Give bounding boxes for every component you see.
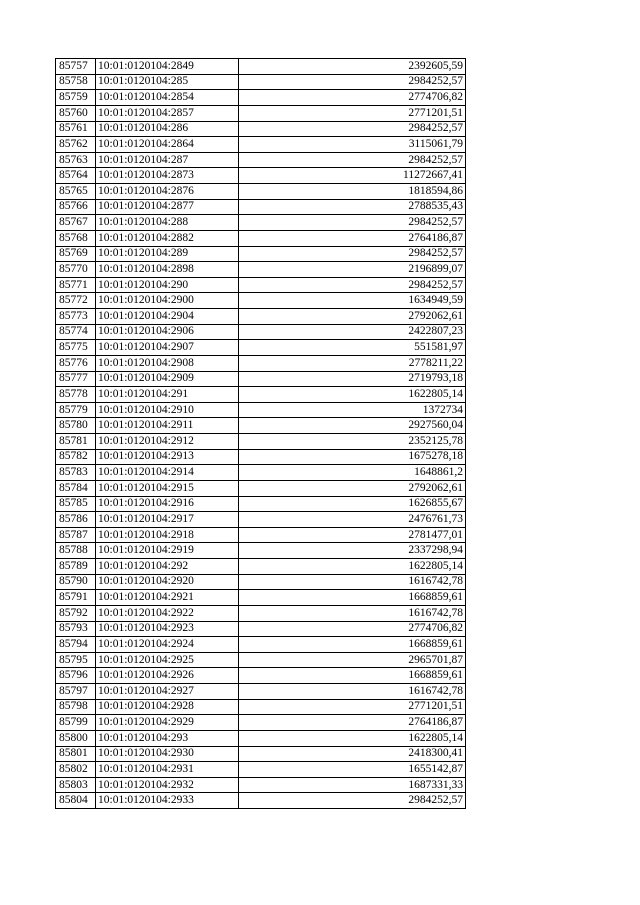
value-cell: 2352125,78 xyxy=(239,434,466,450)
table-row xyxy=(56,105,466,121)
cadastral-number-cell: 10:01:0120104:287 xyxy=(96,152,239,168)
value-cell: 2984252,57 xyxy=(239,277,466,293)
table-row xyxy=(56,637,466,653)
row-number-cell: 85768 xyxy=(56,230,96,246)
value-cell: 1372734 xyxy=(239,402,466,418)
table-row xyxy=(56,418,466,434)
table-row xyxy=(56,652,466,668)
table-row xyxy=(56,762,466,778)
row-number-cell: 85796 xyxy=(56,668,96,684)
row-number-cell: 85787 xyxy=(56,527,96,543)
row-number-cell: 85776 xyxy=(56,355,96,371)
row-number-cell: 85784 xyxy=(56,480,96,496)
value-cell: 2422807,23 xyxy=(239,324,466,340)
cadastral-number-cell: 10:01:0120104:2912 xyxy=(96,434,239,450)
value-cell: 1687331,33 xyxy=(239,777,466,793)
value-cell: 1622805,14 xyxy=(239,559,466,575)
value-cell: 1626855,67 xyxy=(239,496,466,512)
value-cell: 1616742,78 xyxy=(239,605,466,621)
row-number-cell: 85771 xyxy=(56,277,96,293)
value-cell: 2418300,41 xyxy=(239,746,466,762)
cadastral-number-cell: 10:01:0120104:2919 xyxy=(96,543,239,559)
row-number-cell: 85790 xyxy=(56,574,96,590)
value-cell: 2771201,51 xyxy=(239,699,466,715)
row-number-cell: 85791 xyxy=(56,590,96,606)
table-row xyxy=(56,59,466,75)
table-row xyxy=(56,152,466,168)
table-row xyxy=(56,496,466,512)
table-row xyxy=(56,543,466,559)
cadastral-number-cell: 10:01:0120104:2916 xyxy=(96,496,239,512)
value-cell: 2984252,57 xyxy=(239,74,466,90)
table-row xyxy=(56,512,466,528)
value-cell: 2984252,57 xyxy=(239,793,466,809)
table-row xyxy=(56,465,466,481)
value-cell: 3115061,79 xyxy=(239,137,466,153)
table-row xyxy=(56,355,466,371)
cadastral-number-cell: 10:01:0120104:2882 xyxy=(96,230,239,246)
table-row xyxy=(56,246,466,262)
cadastral-number-cell: 10:01:0120104:2921 xyxy=(96,590,239,606)
value-cell: 1622805,14 xyxy=(239,387,466,403)
cadastral-number-cell: 10:01:0120104:2932 xyxy=(96,777,239,793)
table-row xyxy=(56,277,466,293)
table-row xyxy=(56,574,466,590)
row-number-cell: 85770 xyxy=(56,262,96,278)
cadastral-number-cell: 10:01:0120104:2914 xyxy=(96,465,239,481)
table-row xyxy=(56,230,466,246)
cadastral-number-cell: 10:01:0120104:292 xyxy=(96,559,239,575)
value-cell: 2476761,73 xyxy=(239,512,466,528)
cadastral-number-cell: 10:01:0120104:2907 xyxy=(96,340,239,356)
row-number-cell: 85783 xyxy=(56,465,96,481)
value-cell: 11272667,41 xyxy=(239,168,466,184)
cadastral-number-cell: 10:01:0120104:2849 xyxy=(96,59,239,75)
table-row xyxy=(56,684,466,700)
table-row xyxy=(56,621,466,637)
cadastral-number-cell: 10:01:0120104:2904 xyxy=(96,309,239,325)
cadastral-number-cell: 10:01:0120104:2877 xyxy=(96,199,239,215)
table-row xyxy=(56,434,466,450)
value-cell: 1616742,78 xyxy=(239,684,466,700)
table-row xyxy=(56,402,466,418)
row-number-cell: 85764 xyxy=(56,168,96,184)
row-number-cell: 85767 xyxy=(56,215,96,231)
table-row xyxy=(56,746,466,762)
table-row xyxy=(56,715,466,731)
row-number-cell: 85801 xyxy=(56,746,96,762)
row-number-cell: 85761 xyxy=(56,121,96,137)
table-row xyxy=(56,199,466,215)
value-cell: 1668859,61 xyxy=(239,590,466,606)
row-number-cell: 85757 xyxy=(56,59,96,75)
row-number-cell: 85765 xyxy=(56,184,96,200)
value-cell: 551581,97 xyxy=(239,340,466,356)
row-number-cell: 85793 xyxy=(56,621,96,637)
cadastral-number-cell: 10:01:0120104:2864 xyxy=(96,137,239,153)
row-number-cell: 85758 xyxy=(56,74,96,90)
cadastral-number-cell: 10:01:0120104:2873 xyxy=(96,168,239,184)
table-row xyxy=(56,293,466,309)
cadastral-number-cell: 10:01:0120104:288 xyxy=(96,215,239,231)
cadastral-number-cell: 10:01:0120104:2925 xyxy=(96,652,239,668)
value-cell: 2764186,87 xyxy=(239,715,466,731)
row-number-cell: 85792 xyxy=(56,605,96,621)
cadastral-number-cell: 10:01:0120104:2918 xyxy=(96,527,239,543)
cadastral-number-cell: 10:01:0120104:2906 xyxy=(96,324,239,340)
row-number-cell: 85778 xyxy=(56,387,96,403)
value-cell: 2392605,59 xyxy=(239,59,466,75)
table-row xyxy=(56,527,466,543)
table-row xyxy=(56,793,466,809)
value-cell: 1668859,61 xyxy=(239,637,466,653)
cadastral-number-cell: 10:01:0120104:291 xyxy=(96,387,239,403)
row-number-cell: 85782 xyxy=(56,449,96,465)
row-number-cell: 85789 xyxy=(56,559,96,575)
row-number-cell: 85773 xyxy=(56,309,96,325)
cadastral-number-cell: 10:01:0120104:2920 xyxy=(96,574,239,590)
table-row xyxy=(56,699,466,715)
cadastral-number-cell: 10:01:0120104:2928 xyxy=(96,699,239,715)
cadastral-number-cell: 10:01:0120104:2913 xyxy=(96,449,239,465)
value-cell: 2788535,43 xyxy=(239,199,466,215)
row-number-cell: 85775 xyxy=(56,340,96,356)
value-cell: 1655142,87 xyxy=(239,762,466,778)
table-row xyxy=(56,121,466,137)
row-number-cell: 85804 xyxy=(56,793,96,809)
cadastral-number-cell: 10:01:0120104:2909 xyxy=(96,371,239,387)
row-number-cell: 85779 xyxy=(56,402,96,418)
row-number-cell: 85772 xyxy=(56,293,96,309)
cadastral-number-cell: 10:01:0120104:2917 xyxy=(96,512,239,528)
table-row xyxy=(56,730,466,746)
cadastral-number-cell: 10:01:0120104:2854 xyxy=(96,90,239,106)
row-number-cell: 85788 xyxy=(56,543,96,559)
value-cell: 2984252,57 xyxy=(239,246,466,262)
row-number-cell: 85766 xyxy=(56,199,96,215)
row-number-cell: 85800 xyxy=(56,730,96,746)
cadastral-number-cell: 10:01:0120104:2876 xyxy=(96,184,239,200)
cadastral-number-cell: 10:01:0120104:2911 xyxy=(96,418,239,434)
table-row xyxy=(56,371,466,387)
table-row xyxy=(56,324,466,340)
value-cell: 2196899,07 xyxy=(239,262,466,278)
cadastral-number-cell: 10:01:0120104:2930 xyxy=(96,746,239,762)
table-row xyxy=(56,215,466,231)
value-cell: 2792062,61 xyxy=(239,480,466,496)
value-cell: 2927560,04 xyxy=(239,418,466,434)
cadastral-number-cell: 10:01:0120104:290 xyxy=(96,277,239,293)
table-row xyxy=(56,449,466,465)
table-row xyxy=(56,559,466,575)
cadastral-number-cell: 10:01:0120104:285 xyxy=(96,74,239,90)
row-number-cell: 85760 xyxy=(56,105,96,121)
row-number-cell: 85802 xyxy=(56,762,96,778)
cadastral-number-cell: 10:01:0120104:2922 xyxy=(96,605,239,621)
value-cell: 1668859,61 xyxy=(239,668,466,684)
table-row xyxy=(56,262,466,278)
table-row xyxy=(56,590,466,606)
value-cell: 2778211,22 xyxy=(239,355,466,371)
value-cell: 2965701,87 xyxy=(239,652,466,668)
value-cell: 2984252,57 xyxy=(239,121,466,137)
row-number-cell: 85763 xyxy=(56,152,96,168)
cadastral-number-cell: 10:01:0120104:293 xyxy=(96,730,239,746)
value-cell: 1622805,14 xyxy=(239,730,466,746)
value-cell: 2774706,82 xyxy=(239,621,466,637)
row-number-cell: 85799 xyxy=(56,715,96,731)
cadastral-number-cell: 10:01:0120104:2915 xyxy=(96,480,239,496)
value-cell: 2984252,57 xyxy=(239,152,466,168)
value-cell: 2771201,51 xyxy=(239,105,466,121)
row-number-cell: 85797 xyxy=(56,684,96,700)
cadastral-number-cell: 10:01:0120104:2898 xyxy=(96,262,239,278)
table-row xyxy=(56,168,466,184)
value-cell: 1648861,2 xyxy=(239,465,466,481)
cadastral-number-cell: 10:01:0120104:2931 xyxy=(96,762,239,778)
row-number-cell: 85785 xyxy=(56,496,96,512)
row-number-cell: 85795 xyxy=(56,652,96,668)
row-number-cell: 85794 xyxy=(56,637,96,653)
row-number-cell: 85769 xyxy=(56,246,96,262)
row-number-cell: 85781 xyxy=(56,434,96,450)
value-cell: 2764186,87 xyxy=(239,230,466,246)
cadastral-number-cell: 10:01:0120104:2924 xyxy=(96,637,239,653)
table-row xyxy=(56,309,466,325)
value-cell: 1616742,78 xyxy=(239,574,466,590)
cadastral-number-cell: 10:01:0120104:2923 xyxy=(96,621,239,637)
table-row xyxy=(56,184,466,200)
cadastral-number-cell: 10:01:0120104:2927 xyxy=(96,684,239,700)
value-cell: 1634949,59 xyxy=(239,293,466,309)
table-body xyxy=(56,59,466,809)
row-number-cell: 85803 xyxy=(56,777,96,793)
row-number-cell: 85762 xyxy=(56,137,96,153)
cadastral-number-cell: 10:01:0120104:2908 xyxy=(96,355,239,371)
cadastral-number-cell: 10:01:0120104:2933 xyxy=(96,793,239,809)
row-number-cell: 85780 xyxy=(56,418,96,434)
row-number-cell: 85798 xyxy=(56,699,96,715)
cadastral-number-cell: 10:01:0120104:2926 xyxy=(96,668,239,684)
cadastral-number-cell: 10:01:0120104:289 xyxy=(96,246,239,262)
cadastral-number-cell: 10:01:0120104:2900 xyxy=(96,293,239,309)
value-cell: 2984252,57 xyxy=(239,215,466,231)
table-row xyxy=(56,137,466,153)
table-row xyxy=(56,605,466,621)
table-row xyxy=(56,340,466,356)
row-number-cell: 85774 xyxy=(56,324,96,340)
table-row xyxy=(56,668,466,684)
row-number-cell: 85786 xyxy=(56,512,96,528)
value-cell: 2719793,18 xyxy=(239,371,466,387)
table-row xyxy=(56,387,466,403)
cadastral-number-cell: 10:01:0120104:2857 xyxy=(96,105,239,121)
value-cell: 2792062,61 xyxy=(239,309,466,325)
cadastral-number-cell: 10:01:0120104:286 xyxy=(96,121,239,137)
row-number-cell: 85777 xyxy=(56,371,96,387)
table-row xyxy=(56,777,466,793)
cadastral-number-cell: 10:01:0120104:2910 xyxy=(96,402,239,418)
value-cell: 2781477,01 xyxy=(239,527,466,543)
value-cell: 2337298,94 xyxy=(239,543,466,559)
value-cell: 1675278,18 xyxy=(239,449,466,465)
table-row xyxy=(56,90,466,106)
cadastral-value-table xyxy=(55,58,466,809)
table-row xyxy=(56,74,466,90)
cadastral-number-cell: 10:01:0120104:2929 xyxy=(96,715,239,731)
value-cell: 1818594,86 xyxy=(239,184,466,200)
row-number-cell: 85759 xyxy=(56,90,96,106)
value-cell: 2774706,82 xyxy=(239,90,466,106)
table-row xyxy=(56,480,466,496)
